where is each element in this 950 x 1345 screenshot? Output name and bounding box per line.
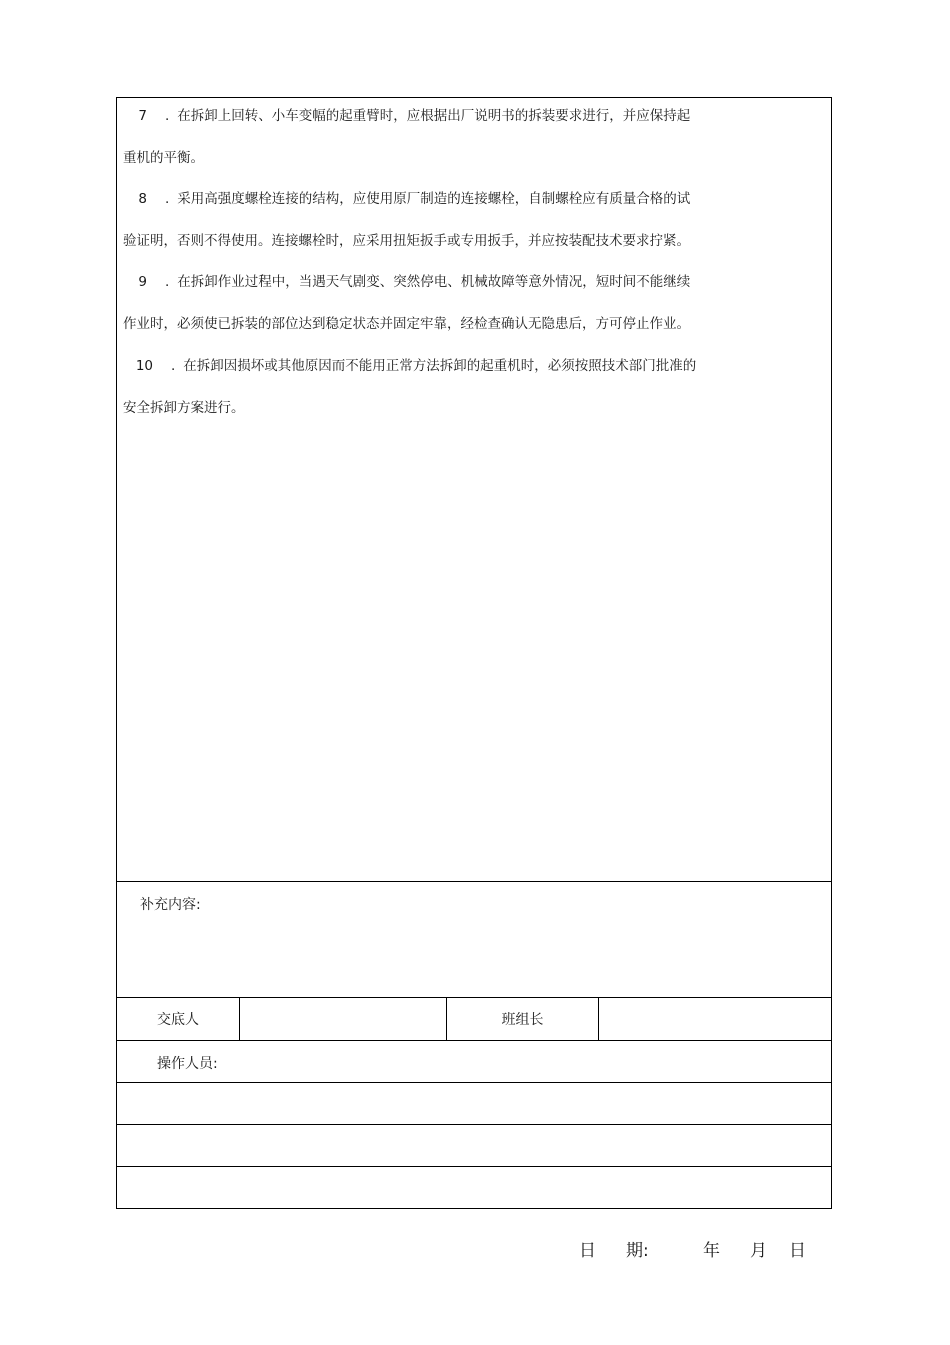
operator-signature-row[interactable]	[117, 1167, 831, 1209]
operators-label: 操作人员:	[157, 1056, 218, 1072]
content-area	[117, 98, 831, 882]
list-item-continuation	[123, 399, 245, 417]
item-text: 在拆卸上回转、小车变幅的起重臂时，应根据出厂说明书的拆装要求进行，并应保持起	[177, 108, 691, 124]
date-label-qi: 期:	[626, 1241, 649, 1261]
presenter-field[interactable]	[240, 998, 447, 1040]
date-year: 年	[703, 1241, 720, 1261]
list-item	[123, 357, 696, 375]
list-item	[123, 107, 690, 125]
item-dot: .	[165, 108, 170, 124]
item-text: 在拆卸作业过程中，当遇天气剧变、突然停电、机械故障等意外情况，短时间不能继续	[177, 274, 691, 290]
team-leader-field[interactable]	[599, 998, 831, 1040]
supplement-label: 补充内容:	[140, 897, 201, 913]
list-item	[123, 273, 690, 291]
date-month: 月	[750, 1241, 767, 1261]
date-day: 日	[789, 1241, 806, 1261]
item-text: 在拆卸因损坏或其他原因而不能用正常方法拆卸的起重机时，必须按照技术部门批准的	[183, 358, 697, 374]
supplement-section	[117, 882, 831, 998]
team-leader-label: 班组长	[447, 998, 599, 1040]
operator-signature-row[interactable]	[117, 1125, 831, 1167]
list-item-continuation	[123, 232, 690, 250]
presenter-label: 交底人	[117, 998, 240, 1040]
list-item-continuation	[123, 315, 690, 333]
item-text: 安全拆卸方案进行。	[123, 400, 245, 416]
operators-header-row	[117, 1041, 831, 1083]
item-text: 采用高强度螺栓连接的结构，应使用原厂制造的连接螺栓，自制螺栓应有质量合格的试	[177, 191, 691, 207]
item-dot: .	[171, 358, 176, 374]
item-number: 7	[138, 108, 147, 124]
signature-row	[117, 998, 831, 1041]
item-number: 9	[138, 274, 147, 290]
operator-signature-row[interactable]	[117, 1083, 831, 1125]
list-item	[123, 190, 690, 208]
disclosure-form	[116, 97, 832, 1209]
item-number: 8	[138, 191, 147, 207]
item-number: 10	[135, 358, 153, 374]
item-text: 作业时，必须使已拆装的部位达到稳定状态并固定牢靠，经检查确认无隐患后，方可停止作业。	[123, 316, 690, 332]
date-label-ri: 日	[579, 1241, 596, 1261]
item-text: 验证明，否则不得使用。连接螺栓时，应采用扭矩扳手或专用扳手，并应按装配技术要求拧紧。	[123, 233, 690, 249]
list-item-continuation	[123, 149, 204, 167]
item-dot: .	[165, 274, 170, 290]
item-dot: .	[165, 191, 170, 207]
item-text: 重机的平衡。	[123, 150, 204, 166]
